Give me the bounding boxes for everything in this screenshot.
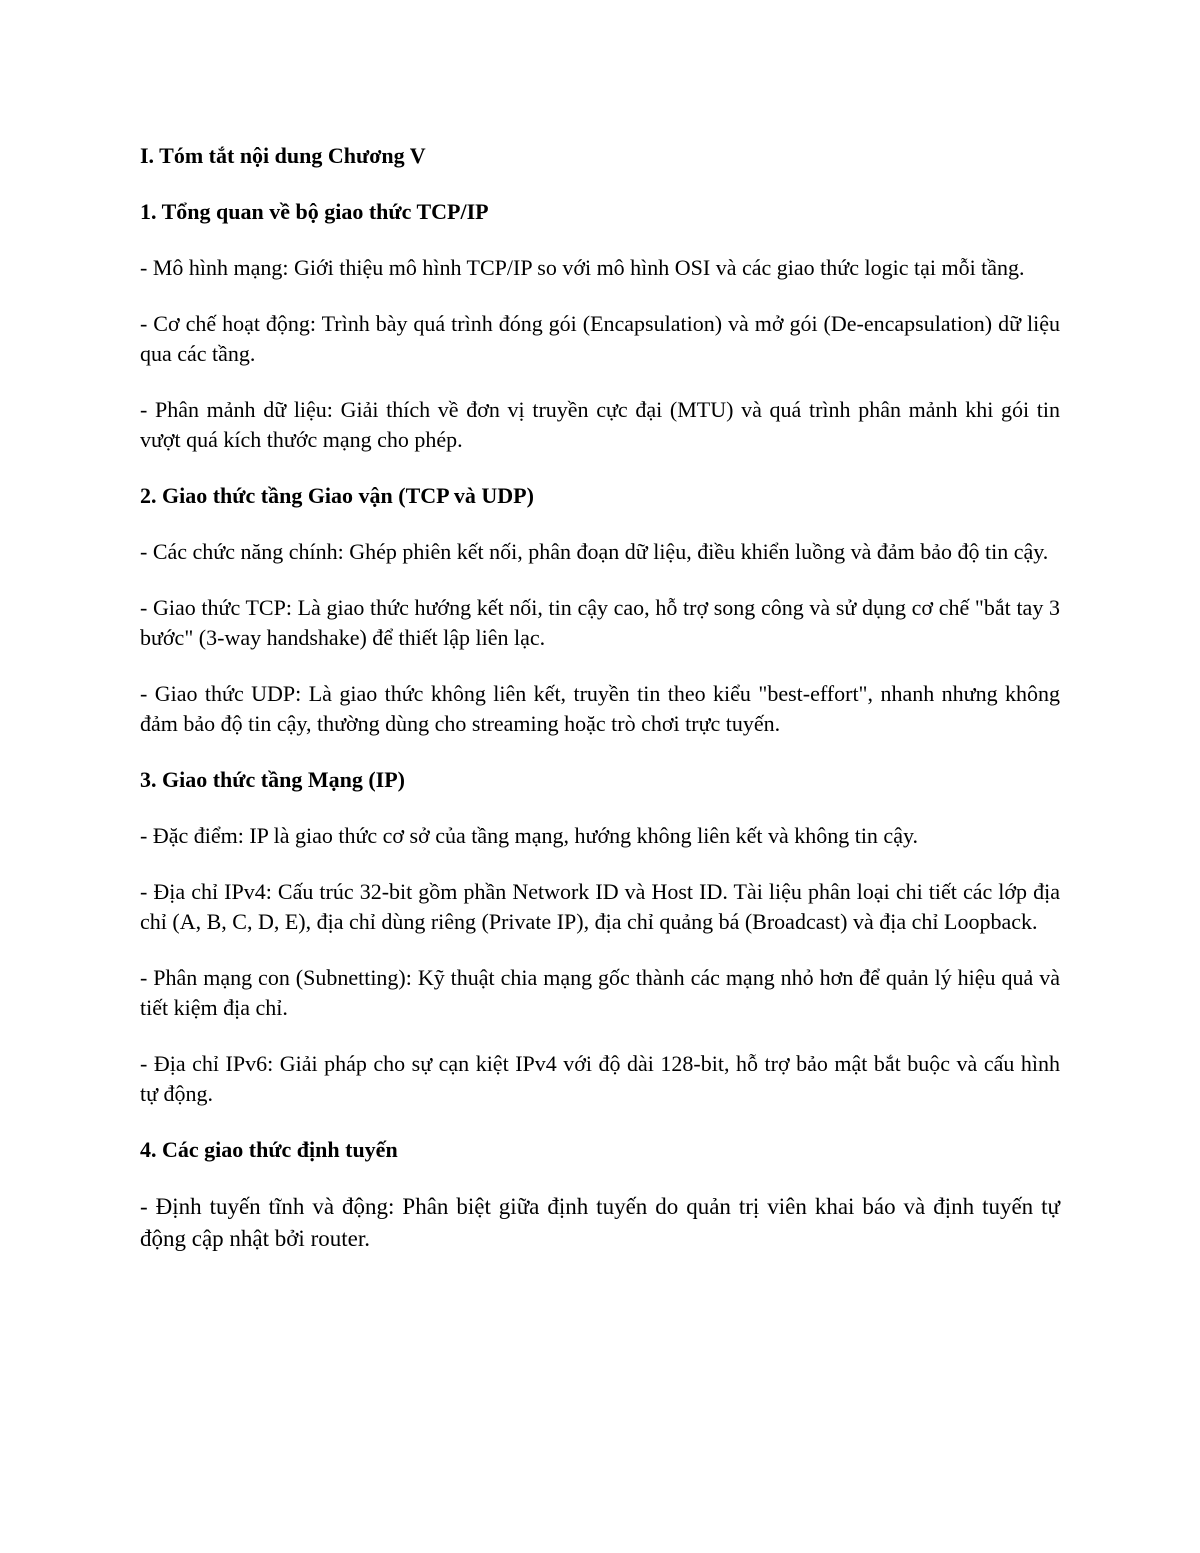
section-heading: 3. Giao thức tầng Mạng (IP) <box>140 767 405 792</box>
document-title: I. Tóm tắt nội dung Chương V <box>140 143 426 168</box>
section-routing-protocols <box>140 1135 1060 1255</box>
section-heading: 2. Giao thức tầng Giao vận (TCP và UDP) <box>140 483 534 508</box>
section-tcpip-overview <box>140 197 1060 455</box>
paragraph: - Địa chỉ IPv6: Giải pháp cho sự cạn kiệt IPv4 với độ dài 128-bit, hỗ trợ bảo mật bắt buộc và cấu hình tự động. <box>140 1051 1060 1106</box>
section-heading: 1. Tổng quan về bộ giao thức TCP/IP <box>140 199 489 224</box>
document-page <box>140 141 1060 1281</box>
paragraph: - Phân mạng con (Subnetting): Kỹ thuật chia mạng gốc thành các mạng nhỏ hơn để quản lý hiệu quả và tiết kiệm địa chỉ. <box>140 965 1060 1020</box>
section-transport-layer <box>140 481 1060 739</box>
paragraph: - Giao thức TCP: Là giao thức hướng kết nối, tin cậy cao, hỗ trợ song công và sử dụng cơ chế "bắt tay 3 bước" (3-way handshake) để thiết lập liên lạc. <box>140 595 1060 650</box>
paragraph: - Giao thức UDP: Là giao thức không liên kết, truyền tin theo kiểu "best-effort", nhanh nhưng không đảm bảo độ tin cậy, thường dùng cho streaming hoặc trò chơi trực tuyến. <box>140 681 1060 736</box>
paragraph: - Mô hình mạng: Giới thiệu mô hình TCP/IP so với mô hình OSI và các giao thức logic tại mỗi tầng. <box>140 255 1025 280</box>
section-heading: 4. Các giao thức định tuyến <box>140 1137 398 1162</box>
paragraph: - Phân mảnh dữ liệu: Giải thích về đơn vị truyền cực đại (MTU) và quá trình phân mảnh khi gói tin vượt quá kích thước mạng cho phép. <box>140 397 1060 452</box>
paragraph: - Các chức năng chính: Ghép phiên kết nối, phân đoạn dữ liệu, điều khiển luồng và đảm bảo độ tin cậy. <box>140 539 1049 564</box>
paragraph: - Cơ chế hoạt động: Trình bày quá trình đóng gói (Encapsulation) và mở gói (De-encapsulation) dữ liệu qua các tầng. <box>140 311 1060 366</box>
paragraph: - Địa chỉ IPv4: Cấu trúc 32-bit gồm phần Network ID và Host ID. Tài liệu phân loại chi tiết các lớp địa chỉ (A, B, C, D, E), địa chỉ dùng riêng (Private IP), địa chỉ quảng bá (Broadcast) và địa chỉ Loopback. <box>140 879 1060 934</box>
paragraph: - Đặc điểm: IP là giao thức cơ sở của tầng mạng, hướng không liên kết và không tin cậy. <box>140 823 919 848</box>
paragraph: - Định tuyến tĩnh và động: Phân biệt giữa định tuyến do quản trị viên khai báo và định tuyến tự động cập nhật bởi router. <box>140 1194 1060 1251</box>
section-network-layer <box>140 765 1060 1109</box>
